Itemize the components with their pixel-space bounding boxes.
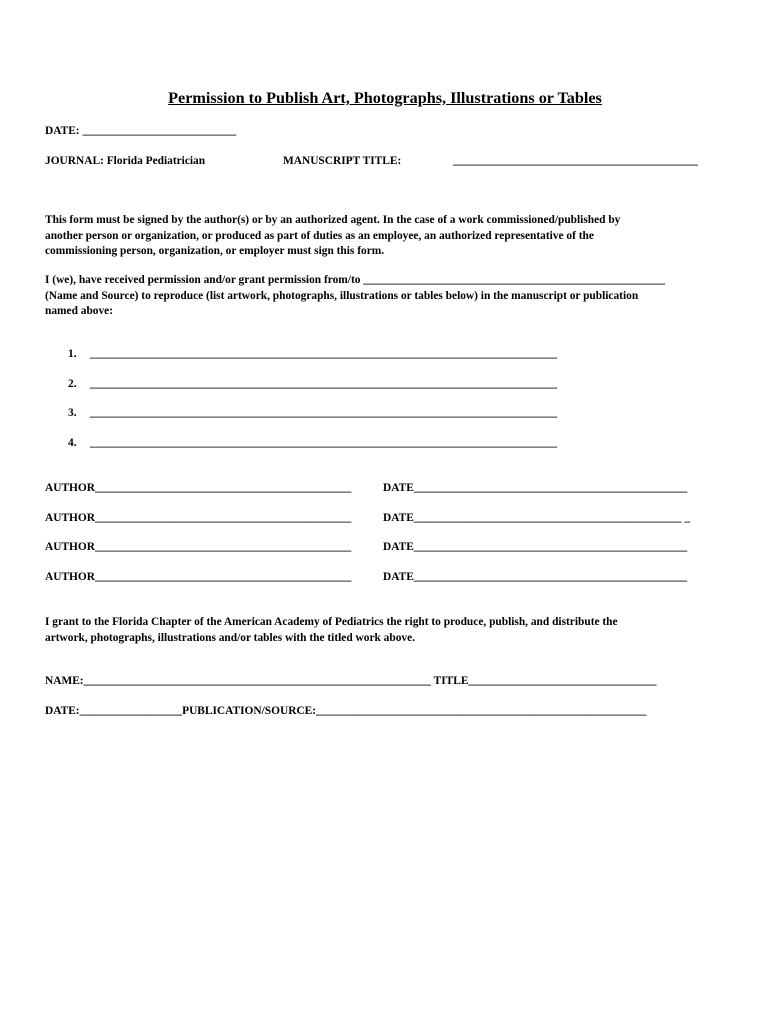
- item-number: 3.: [68, 407, 77, 419]
- date-field[interactable]: DATE: ___________________________: [45, 125, 237, 137]
- item-number: 1.: [68, 348, 77, 360]
- author-date-field-4[interactable]: DATE________________________________________________: [383, 571, 688, 583]
- journal-label: JOURNAL: Florida Pediatrician: [45, 155, 206, 167]
- item-field-4[interactable]: __________________________________________________________________________________: [90, 437, 558, 449]
- grant-line: artwork, photographs, illustrations and/or tables with the titled work above.: [45, 631, 416, 644]
- item-number: 4.: [68, 437, 77, 449]
- item-number: 2.: [68, 378, 77, 390]
- item-field-1[interactable]: __________________________________________________________________________________: [90, 348, 558, 360]
- instructions-line: another person or organization, or produced as part of duties as an employee, an authorized representative of the: [45, 229, 594, 242]
- author-field-3[interactable]: AUTHOR_____________________________________________: [45, 541, 352, 553]
- name-title-fields[interactable]: NAME:_____________________________________________________________ TITLE_________________________________: [45, 675, 657, 687]
- grant-line: I grant to the Florida Chapter of the American Academy of Pediatrics the right to produce, publish, and distribute the: [45, 616, 618, 628]
- author-field-4[interactable]: AUTHOR_____________________________________________: [45, 571, 352, 583]
- manuscript-title-field[interactable]: ___________________________________________: [453, 155, 698, 167]
- instructions-line: commissioning person, organization, or employer must sign this form.: [45, 245, 385, 257]
- permission-line[interactable]: I (we), have received permission and/or grant permission from/to _____________________________________________________: [45, 274, 666, 286]
- author-date-field-1[interactable]: DATE________________________________________________: [383, 482, 688, 494]
- author-field-1[interactable]: AUTHOR_____________________________________________: [45, 482, 352, 494]
- date-publication-fields[interactable]: DATE:__________________PUBLICATION/SOURCE:__________________________________________________________: [45, 705, 647, 717]
- author-date-field-2[interactable]: DATE_______________________________________________ _: [383, 512, 691, 524]
- item-field-2[interactable]: __________________________________________________________________________________: [90, 378, 558, 390]
- permission-line: named above:: [45, 305, 114, 317]
- author-field-2[interactable]: AUTHOR_____________________________________________: [45, 512, 352, 524]
- author-date-field-3[interactable]: DATE________________________________________________: [383, 541, 688, 553]
- form-title: Permission to Publish Art, Photographs, Illustrations or Tables: [168, 89, 602, 107]
- permission-line: (Name and Source) to reproduce (list artwork, photographs, illustrations or tables below) in the manuscript or publication: [45, 289, 639, 302]
- manuscript-title-label: MANUSCRIPT TITLE:: [283, 155, 402, 167]
- grant-paragraph: [45, 615, 735, 646]
- instructions-line: This form must be signed by the author(s) or by an authorized agent. In the case of a work commissioned/published by: [45, 214, 621, 226]
- item-field-3[interactable]: __________________________________________________________________________________: [90, 407, 558, 419]
- permission-paragraph: [45, 273, 735, 320]
- instructions-paragraph: [45, 213, 735, 260]
